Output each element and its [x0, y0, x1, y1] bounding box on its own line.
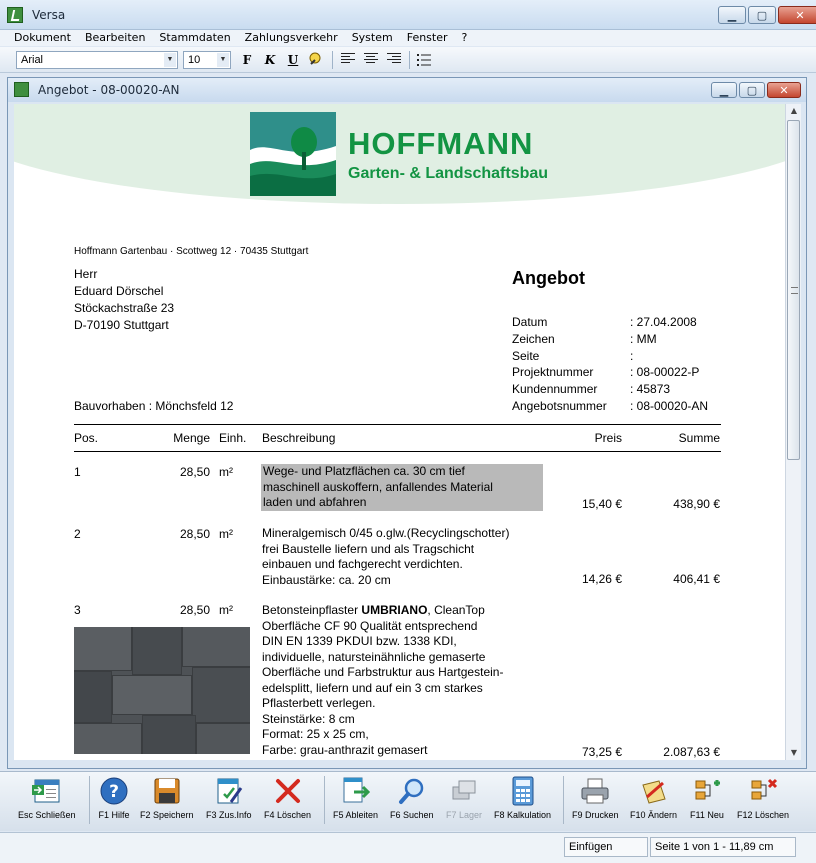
delete-entry-icon — [747, 776, 779, 806]
sender-line: Hoffmann Gartenbau · Scottweg 12 · 70435 Stuttgart — [74, 246, 309, 257]
product-prefix: Betonsteinpflaster — [262, 603, 362, 617]
recipient-city: D-70190 Stuttgart — [74, 318, 169, 332]
info-edit-icon — [213, 776, 245, 806]
pos-summe: 438,90 € — [673, 497, 720, 511]
scroll-down-icon[interactable]: ▼ — [790, 748, 798, 757]
minimize-icon[interactable]: ▁ — [711, 82, 737, 98]
chevron-down-icon[interactable]: ▼ — [217, 53, 229, 67]
scroll-thumb[interactable] — [787, 120, 800, 460]
pos-menge: 28,50 — [179, 603, 210, 617]
search-button-label: F6 Suchen — [390, 810, 434, 820]
app-title-bar — [0, 0, 816, 30]
font-size-select[interactable] — [183, 51, 231, 69]
delete-entry-button-label: F12 Löschen — [737, 810, 790, 820]
document-icon[interactable] — [14, 82, 29, 97]
toolbar-separator — [409, 51, 410, 69]
app-title: Versa — [32, 8, 66, 22]
meta-label-zeichen: Zeichen — [512, 332, 555, 346]
description-line: laden und abfahren — [263, 495, 367, 509]
meta-value-angebotsnummer: : 08-00020-AN — [630, 399, 709, 413]
pos-number: 3 — [74, 603, 81, 617]
description-line: Format: 25 x 25 cm, — [262, 727, 369, 741]
status-page-info: Seite 1 von 1 - 11,89 cm — [650, 837, 796, 857]
toolbar-separator — [324, 776, 325, 824]
product-name: UMBRIANO — [361, 603, 428, 617]
align-center-icon[interactable] — [364, 53, 378, 67]
company-logo — [250, 112, 336, 196]
pos-preis: 73,25 € — [581, 745, 622, 759]
save-button[interactable] — [140, 776, 194, 828]
svg-text:?: ? — [109, 782, 119, 802]
warehouse-button-label: F7 Lager — [446, 810, 483, 820]
edit-icon — [638, 776, 670, 806]
meta-label-seite: Seite — [512, 349, 540, 363]
pos-summe: 406,41 € — [673, 572, 720, 586]
derive-button[interactable] — [333, 776, 378, 828]
help-button-label: F1 Hilfe — [98, 810, 130, 820]
document-page[interactable] — [14, 104, 785, 760]
meta-label-projektnummer: Projektnummer — [512, 365, 594, 379]
modify-button[interactable] — [630, 776, 677, 828]
description-line: individuelle, natursteinähnliche gemaserte — [262, 649, 486, 664]
document-title-bar — [8, 78, 806, 102]
search-icon — [396, 776, 428, 806]
font-family-select[interactable] — [16, 51, 178, 69]
column-pos: Pos. — [74, 431, 99, 445]
modify-button-label: F10 Ändern — [630, 810, 678, 820]
description-line — [262, 603, 503, 619]
meta-value-kundennummer: : 45873 — [630, 382, 671, 396]
description-line: Einbaustärke: ca. 20 cm — [262, 572, 391, 587]
pos-einheit: m² — [219, 465, 233, 479]
company-name: HOFFMANN — [348, 126, 534, 161]
menu-zahlungsverkehr[interactable]: Zahlungsverkehr — [244, 31, 338, 44]
description-line: Wege- und Platzflächen ca. 30 cm tief — [263, 464, 465, 478]
pos-description[interactable] — [262, 603, 503, 758]
recipient-street: Stöckachstraße 23 — [74, 301, 175, 315]
description-line: maschinell auskoffern, anfallendes Material — [263, 479, 493, 494]
toolbar-separator — [89, 776, 90, 824]
meta-value-datum: : 27.04.2008 — [630, 315, 697, 329]
meta-label-angebotsnummer: Angebotsnummer — [512, 399, 607, 413]
menu-help[interactable]: ? — [461, 31, 468, 44]
description-line: frei Baustelle liefern und als Tragschicht — [262, 541, 475, 556]
align-right-icon[interactable] — [387, 53, 401, 67]
company-subtitle: Garten- & Landschaftsbau — [348, 165, 549, 182]
app-window-controls — [718, 6, 816, 24]
derive-icon — [340, 776, 372, 806]
description-line: einbauen und fachgerecht verdichten. — [262, 557, 463, 571]
pos-number: 1 — [74, 465, 81, 479]
app-icon[interactable] — [7, 7, 23, 23]
search-button[interactable] — [390, 776, 434, 828]
recipient-name: Eduard Dörschel — [74, 284, 164, 298]
menu-stammdaten[interactable]: Stammdaten — [159, 31, 231, 44]
delete-icon — [272, 776, 304, 806]
bullet-list-icon[interactable] — [417, 53, 431, 67]
status-insert-mode: Einfügen — [564, 837, 648, 857]
additional-info-button[interactable] — [206, 776, 252, 828]
new-button[interactable] — [690, 776, 724, 828]
meta-label-datum: Datum — [512, 315, 548, 329]
close-icon[interactable]: ✕ — [778, 6, 816, 24]
font-family-value: Arial — [21, 54, 44, 66]
pos-menge: 28,50 — [179, 527, 210, 541]
additional-info-button-label: F3 Zus.Info — [206, 810, 252, 820]
warehouse-icon — [448, 776, 480, 806]
close-button-label: Esc Schließen — [18, 810, 76, 820]
document-title: Angebot — [512, 268, 585, 288]
save-icon — [151, 776, 183, 806]
description-line: Steinstärke: 8 cm — [262, 711, 355, 726]
warehouse-button[interactable] — [446, 776, 482, 828]
underline-button[interactable]: U — [287, 53, 299, 67]
pos-summe: 2.087,63 € — [663, 745, 720, 759]
print-button-label: F9 Drucken — [572, 810, 619, 820]
printer-icon — [579, 776, 611, 806]
document-window-controls — [711, 82, 801, 98]
delete-entry-button[interactable] — [737, 776, 789, 828]
column-beschreibung: Beschreibung — [262, 431, 336, 445]
status-bar — [0, 832, 816, 863]
pos-description[interactable] — [262, 526, 509, 588]
column-preis: Preis — [594, 431, 622, 445]
meta-value-zeichen: : MM — [630, 332, 657, 346]
maximize-icon[interactable]: ▢ — [748, 6, 776, 24]
maximize-icon[interactable]: ▢ — [739, 82, 765, 98]
document-window — [7, 77, 807, 769]
calculator-icon — [507, 776, 539, 806]
close-document-icon — [31, 776, 63, 806]
menu-bar — [0, 30, 816, 46]
toolbar-separator — [332, 51, 333, 69]
scroll-up-icon[interactable]: ▲ — [790, 106, 798, 115]
table-top-rule — [74, 424, 721, 425]
pos-description[interactable] — [261, 464, 543, 511]
calculation-button-label: F8 Kalkulation — [494, 810, 552, 820]
align-left-icon[interactable] — [341, 53, 355, 67]
description-line: Oberfläche und Farbstruktur aus Hartgestein- — [262, 665, 504, 679]
menu-system[interactable]: System — [351, 31, 393, 44]
product-suffix: , CleanTop — [427, 603, 485, 617]
menu-dokument[interactable]: Dokument — [14, 31, 71, 44]
format-toolbar — [0, 47, 816, 73]
pos-menge: 28,50 — [179, 465, 210, 479]
bold-button[interactable]: F — [242, 53, 252, 67]
table-header-rule — [74, 451, 721, 452]
vertical-scrollbar[interactable] — [785, 104, 801, 760]
document-window-title: Angebot - 08-00020-AN — [38, 83, 180, 97]
help-icon — [98, 776, 130, 806]
toolbar-separator — [563, 776, 564, 824]
column-einh: Einh. — [219, 431, 247, 445]
description-line: edelsplitt, liefern und auf ein 3 cm starkes — [262, 680, 483, 695]
description-line: Mineralgemisch 0/45 o.glw.(Recyclingschotter) — [262, 526, 510, 540]
italic-button[interactable]: K — [264, 53, 276, 67]
meta-value-seite: : — [630, 349, 634, 363]
menu-bearbeiten[interactable]: Bearbeiten — [84, 31, 146, 44]
derive-button-label: F5 Ableiten — [333, 810, 379, 820]
description-line: Farbe: grau-anthrazit gemasert — [262, 742, 428, 757]
description-line: Pflasterbett verlegen. — [262, 696, 376, 710]
description-line: DIN EN 1339 PKDUI bzw. 1338 KDI, — [262, 634, 457, 648]
close-icon[interactable]: ✕ — [767, 82, 801, 98]
pos-preis: 15,40 € — [581, 497, 622, 511]
print-button[interactable] — [572, 776, 619, 828]
font-size-value: 10 — [188, 54, 201, 66]
delete-button[interactable] — [264, 776, 311, 828]
bauvorhaben: Bauvorhaben : Mönchsfeld 12 — [74, 399, 234, 413]
pos-preis: 14,26 € — [581, 572, 622, 586]
pos-number: 2 — [74, 527, 81, 541]
description-line: Oberfläche CF 90 Qualität entsprechend — [262, 618, 478, 633]
meta-value-projektnummer: : 08-00022-P — [630, 365, 700, 379]
help-button[interactable] — [98, 776, 130, 828]
recipient-salutation: Herr — [74, 267, 98, 281]
pos-einheit: m² — [219, 527, 233, 541]
menu-fenster[interactable]: Fenster — [406, 31, 448, 44]
close-button[interactable] — [18, 776, 76, 828]
save-button-label: F2 Speichern — [140, 810, 194, 820]
function-key-toolbar — [0, 771, 816, 831]
calculation-button[interactable] — [494, 776, 551, 828]
chevron-down-icon[interactable]: ▼ — [164, 53, 176, 67]
new-button-label: F11 Neu — [690, 810, 724, 820]
product-image — [74, 627, 250, 754]
minimize-icon[interactable]: ▁ — [718, 6, 746, 24]
highlight-icon[interactable] — [306, 51, 326, 69]
column-menge: Menge — [173, 431, 210, 445]
delete-button-label: F4 Löschen — [264, 810, 312, 820]
pos-einheit: m² — [219, 603, 233, 617]
new-icon — [691, 776, 723, 806]
meta-label-kundennummer: Kundennummer — [512, 382, 598, 396]
column-summe: Summe — [678, 431, 720, 445]
